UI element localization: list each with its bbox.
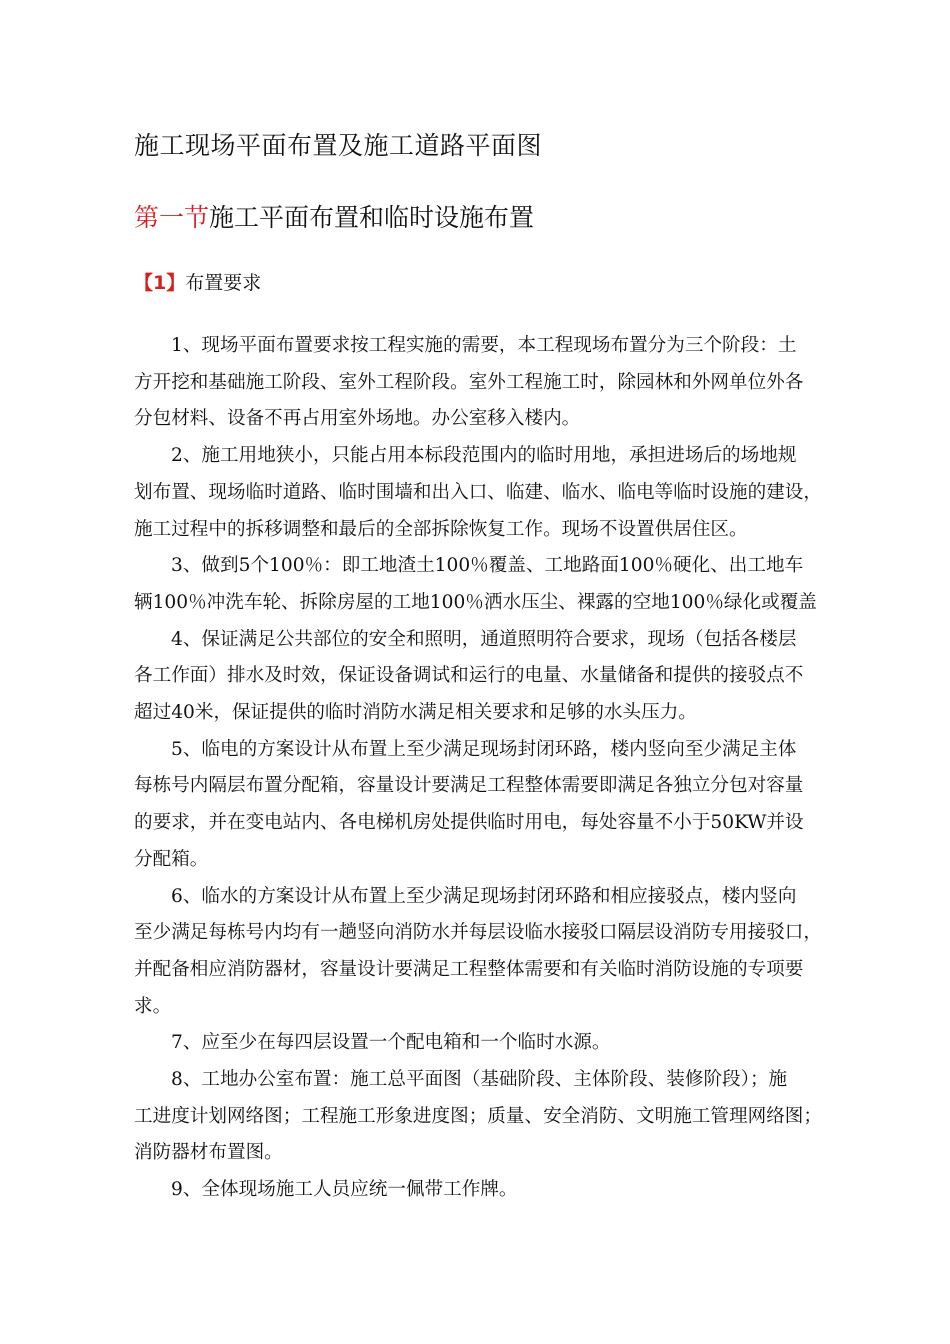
paragraph-2	[134, 438, 830, 548]
paragraph-line: 并配备相应消防器材，容量设计要满足工程整体需要和有关临时消防设施的专项要	[134, 958, 804, 980]
document-title: 施工现场平面布置及施工道路平面图	[134, 131, 543, 160]
paragraph-line: 5、临电的方案设计从布置上至少满足现场封闭环路，楼内竖向至少满足主体	[171, 738, 797, 760]
paragraph-line: 施工过程中的拆移调整和最后的全部拆除恢复工作。现场不设置供居住区。	[134, 518, 748, 540]
paragraph-line: 各工作面）排水及时效，保证设备调试和运行的电量、水量储备和提供的接驳点不	[134, 665, 804, 687]
paragraph-line: 3、做到5个100％：即工地渣土100％覆盖、工地路面100％硬化、出工地车	[171, 555, 804, 577]
document-body	[134, 328, 830, 1209]
section-number: 第一节	[134, 203, 210, 232]
paragraph-8	[134, 1062, 830, 1172]
paragraph-line: 消防器材布置图。	[134, 1142, 283, 1164]
paragraph-6	[134, 879, 830, 1026]
paragraph-line: 4、保证满足公共部位的安全和照明，通道照明符合要求，现场（包括各楼层	[171, 628, 797, 650]
subsection-number: 【1】	[134, 272, 186, 294]
paragraph-line: 求。	[134, 995, 172, 1017]
paragraph-line: 划布置、现场临时道路、临时围墙和出入口、临建、临水、临电等临时设施的建设，	[134, 481, 822, 503]
paragraph-line: 2、施工用地狭小，只能占用本标段范围内的临时用地，承担进场后的场地规	[171, 445, 797, 467]
paragraph-4	[134, 622, 830, 732]
paragraph-9	[134, 1172, 830, 1209]
paragraph-line: 分配箱。	[134, 848, 209, 870]
paragraph-line: 辆100％冲洗车轮、拆除房屋的工地100％洒水压尘、裸露的空地100％绿化或覆盖	[134, 591, 817, 613]
subsection-title-text: 布置要求	[185, 272, 262, 294]
paragraph-1	[134, 328, 830, 438]
section-title-text: 施工平面布置和临时设施布置	[209, 203, 535, 232]
paragraph-7	[134, 1025, 830, 1062]
paragraph-line: 方开挖和基础施工阶段、室外工程阶段。室外工程施工时，除园林和外网单位外各	[134, 371, 804, 393]
paragraph-line: 的要求，并在变电站内、各电梯机房处提供临时用电，每处容量不小于50KW并设	[134, 812, 804, 834]
paragraph-line: 至少满足每栋号内均有一趟竖向消防水并每层设临水接驳口隔层设消防专用接驳口，	[134, 922, 822, 944]
paragraph-line: 9、全体现场施工人员应统一佩带工作牌。	[171, 1179, 518, 1201]
section-heading	[134, 200, 834, 236]
paragraph-5	[134, 732, 830, 879]
paragraph-line: 1、现场平面布置要求按工程实施的需要，本工程现场布置分为三个阶段：土	[171, 335, 797, 356]
paragraph-3	[134, 548, 830, 621]
paragraph-line: 8、工地办公室布置：施工总平面图（基础阶段、主体阶段、装修阶段）；施	[171, 1069, 788, 1091]
paragraph-line: 工进度计划网络图；工程施工形象进度图；质量、安全消防、文明施工管理网络图；	[134, 1105, 822, 1127]
paragraph-line: 6、临水的方案设计从布置上至少满足现场封闭环路和相应接驳点，楼内竖向	[171, 885, 797, 907]
paragraph-line: 7、应至少在每四层设置一个配电箱和一个临时水源。	[171, 1032, 611, 1054]
paragraph-line: 每栋号内隔层布置分配箱，容量设计要满足工程整体需要即满足各独立分包对容量	[134, 775, 804, 797]
subsection-heading	[134, 268, 261, 298]
paragraph-line: 超过40米，保证提供的临时消防水满足相关要求和足够的水头压力。	[134, 702, 697, 724]
paragraph-line: 分包材料、设备不再占用室外场地。办公室移入楼内。	[134, 408, 581, 430]
